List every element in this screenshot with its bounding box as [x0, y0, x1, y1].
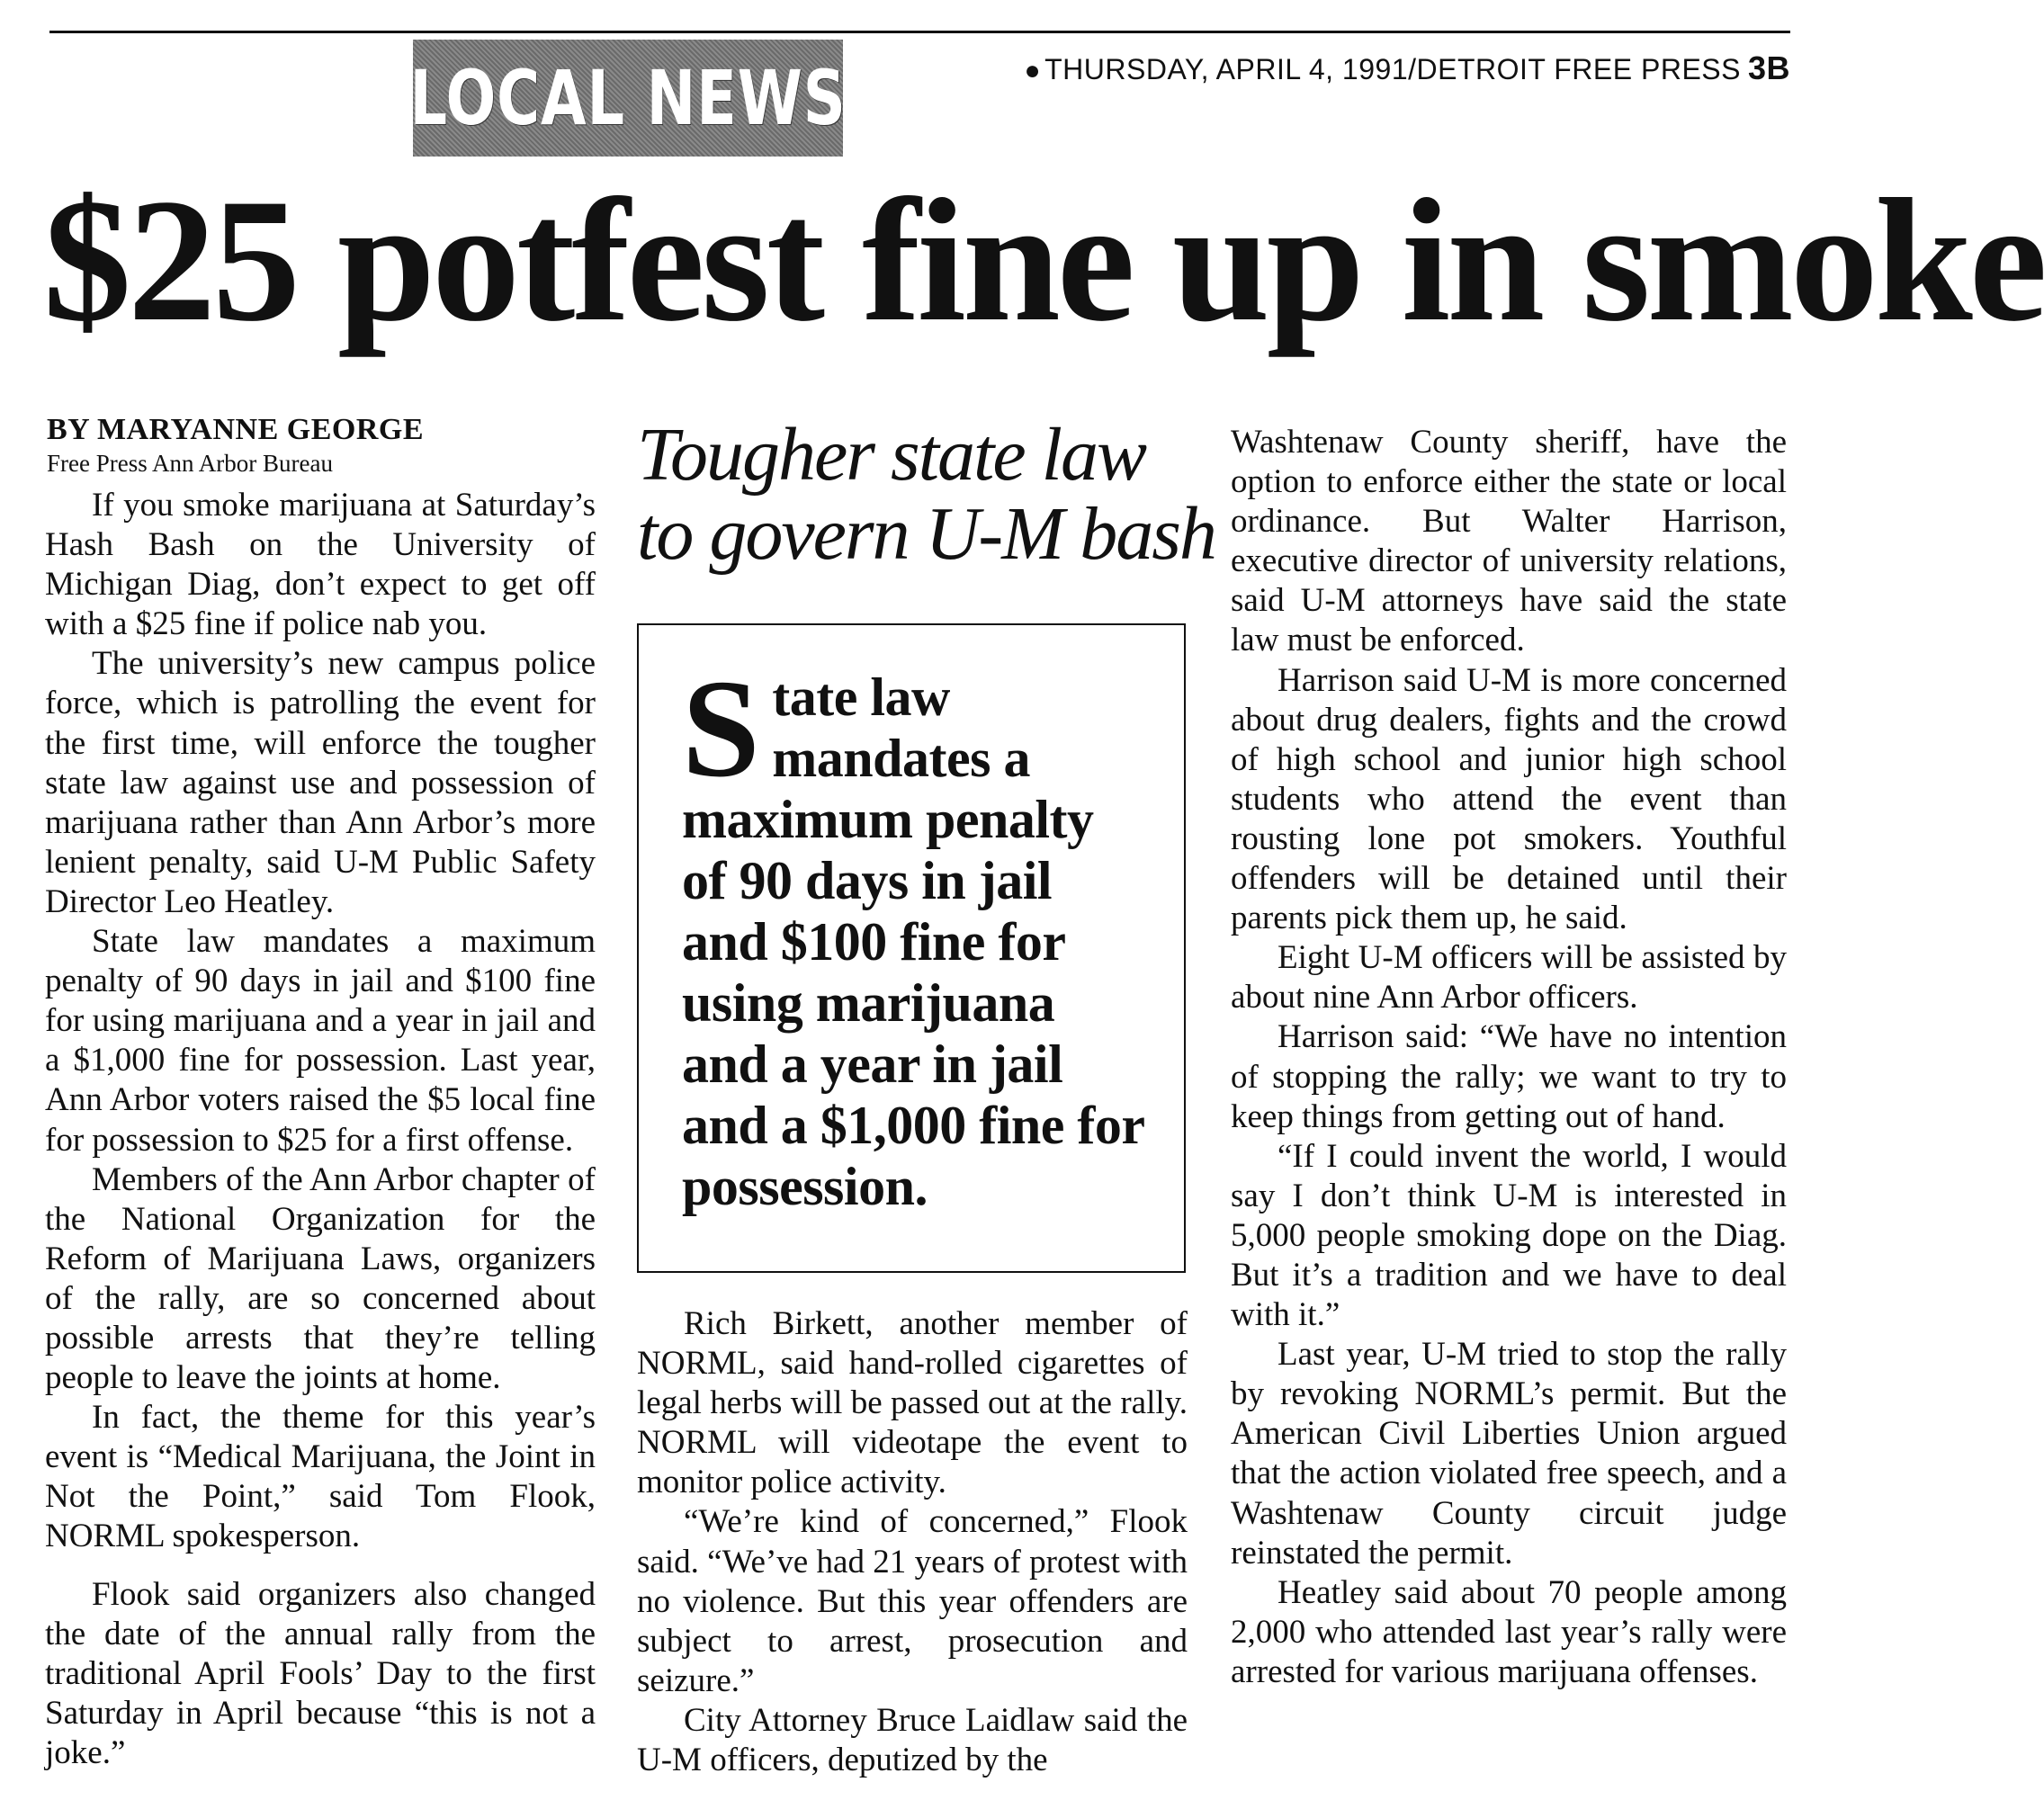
section-flag — [409, 40, 847, 157]
byline-name: BY MARYANNE GEORGE — [47, 413, 424, 446]
pullquote-box — [637, 623, 1186, 1273]
pullquote-text — [682, 650, 1148, 1217]
deck-line-1: Tougher state law — [637, 413, 1145, 497]
article-column-2 — [637, 1304, 1188, 1780]
paragraph: Washtenaw County sheriff, have the option to enforce either the state or local ordinance. But Walter Harrison, executive director of university relations, said U-M attorneys have said the state law must be enforced. — [1231, 424, 1787, 659]
paragraph: Rich Birkett, another member of NORML, said hand-rolled cigarettes of legal herbs will be passed out at the rally. NORML will videotape the event to monitor police activity. — [637, 1305, 1188, 1501]
paragraph: State law mandates a maximum penalty of 90 days in jail and $100 fine for using marijuana and a year in jail and a $1,000 fine for possession. Last year, Ann Arbor voters raised the $5 local fine for possession to $25 for a first offense. — [45, 923, 596, 1159]
article-column-3 — [1231, 423, 1787, 1692]
section-flag-label: LOCAL NEWS — [409, 54, 847, 142]
paragraph: “We’re kind of concerned,” Flook said. “We’ve had 21 years of protest with no violence. But this year offenders are subject to arrest, prosecution and seizure.” — [637, 1503, 1188, 1699]
byline — [47, 412, 597, 479]
paragraph: Eight U-M officers will be assisted by about nine Ann Arbor officers. — [1231, 939, 1787, 1016]
pullquote-body: tate law mandates a maximum penalty of 90 days in jail and $100 fine for using marijuana and a year in jail and a $1,000 fine for possession. — [682, 667, 1144, 1216]
bullet-icon: ● — [1024, 56, 1042, 85]
paragraph: Last year, U-M tried to stop the rally by revoking NORML’s permit. But the American Civil Liberties Union argued that the action violated free speech, and a Washtenaw County circuit judge reinstated the permit. — [1231, 1336, 1787, 1572]
paragraph: In fact, the theme for this year’s event is “Medical Marijuana, the Joint in Not the Point,” said Tom Flook, NORML spokesperson. — [45, 1399, 596, 1555]
dateline-text: THURSDAY, APRIL 4, 1991/DETROIT FREE PRESS — [1044, 53, 1741, 85]
article-column-1 — [45, 486, 596, 1773]
paragraph: Members of the Ann Arbor chapter of the National Organization for the Reform of Marijuana Laws, organizers of the rally, are so concerned about possible arrests that they’re telling people to leave the joints at home. — [45, 1160, 596, 1397]
top-rule — [49, 31, 1790, 33]
page-number: 3B — [1747, 49, 1790, 86]
pullquote-dropcap: S — [682, 650, 760, 806]
deck — [637, 413, 1215, 576]
deck-line-2: to govern U-M bash — [637, 492, 1215, 576]
paragraph: Flook said organizers also changed the date of the annual rally from the traditional April Fools’ Day to the first Saturday in April because “this is not a joke.” — [45, 1575, 596, 1771]
paragraph: “If I could invent the world, I would say I don’t think U-M is interested in 5,000 people smoking dope on the Diag. But it’s a tradition and we have to deal with it.” — [1231, 1137, 1787, 1334]
paragraph: Heatley said about 70 people among 2,000 who attended last year’s rally were arrested for various marijuana offenses. — [1231, 1573, 1787, 1690]
paragraph-gap — [45, 1557, 596, 1575]
byline-bureau: Free Press Ann Arbor Bureau — [47, 450, 333, 477]
headline: $25 potfest fine up in smoke — [43, 163, 2044, 358]
paragraph: City Attorney Bruce Laidlaw said the U-M officers, deputized by the — [637, 1701, 1188, 1779]
paragraph: The university’s new campus police force, which is patrolling the event for the first time, will enforce the tougher state law against use and possession of marijuana rather than Ann Arbor’s more lenient penalty, said U-M Public Safety Director Leo Heatley. — [45, 645, 596, 920]
paragraph: Harrison said U-M is more concerned about drug dealers, fights and the crowd of high school and junior high school students who attend the event than rousting lone pot smokers. Youthful offenders will be detained until their parents pick them up, he said. — [1231, 661, 1787, 937]
paragraph: Harrison said: “We have no intention of stopping the rally; we want to try to keep things from getting out of hand. — [1231, 1018, 1787, 1135]
dateline — [990, 49, 1790, 87]
paragraph: If you smoke marijuana at Saturday’s Hash Bash on the University of Michigan Diag, don’t expect to get off with a $25 fine if police nab you. — [45, 487, 596, 643]
